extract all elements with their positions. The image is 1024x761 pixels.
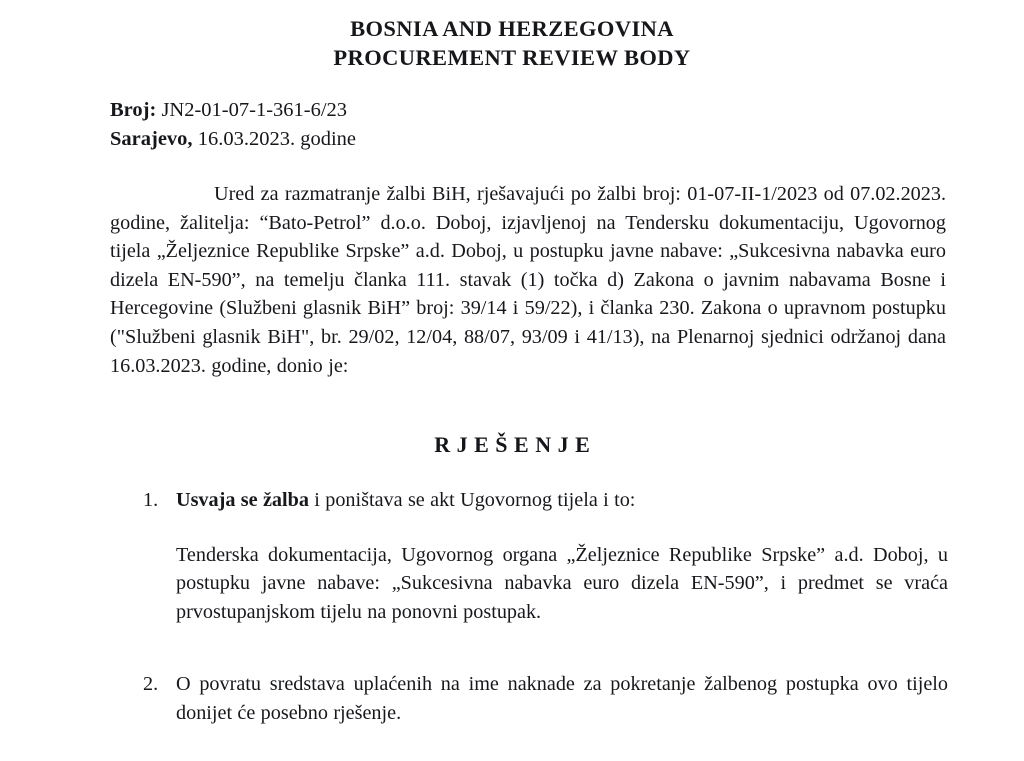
item-1-bold-lead: Usvaja se žalba (176, 489, 309, 511)
decision-heading: RJEŠENJE (434, 432, 597, 457)
items-spacer (110, 626, 948, 670)
item-1-sub-paragraph: Tenderska dokumentacija, Ugovornog organa „Željeznice Republike Srpske” a.d. Doboj, u postupku javne nabave: „Sukcesivna nabavka euro dizela EN-590”, i predmet se vraća prvostupanjskom tijelu na ponovni postupak. (176, 543, 948, 623)
header-institution-line: PROCUREMENT REVIEW BODY (333, 45, 691, 71)
reference-place-date-line (110, 125, 356, 154)
reference-number-value: JN2-01-07-1-361-6/23 (161, 99, 348, 121)
reference-place-label: Sarajevo, (110, 128, 193, 151)
reference-date-value: 16.03.2023. godine (197, 128, 356, 151)
item-text-2: O povratu sredstava uplaćenih na ime naknade za pokretanje žalbenog postupka ovo tijelo donijet će posebno rješenje. (176, 673, 948, 724)
header-country-line: BOSNIA AND HERZEGOVINA (350, 16, 674, 41)
document-header (0, 14, 1024, 73)
reference-number-line (110, 96, 356, 125)
reference-number-label: Broj: (110, 99, 157, 121)
decision-item-1 (110, 486, 948, 626)
decision-items-list (110, 486, 948, 728)
reference-block (110, 96, 356, 154)
preamble-paragraph: Ured za razmatranje žalbi BiH, rješavajući po žalbi broj: 01-07-II-1/2023 od 07.02.2023. godine, žalitelja: “Bato-Petrol” d.o.o. Doboj, izjavljenoj na Tendersku dokumentaciju, Ugovornog tijela „Željeznice Republike Srpske” a.d. Doboj, u postupku javne nabave: „Sukcesivna nabavka euro dizela EN-590”, na temelju članka 111. stavak (1) točka d) Zakona o javnim nabavama Bosne i Hercegovine (Službeni glasnik BiH” broj: 39/14 i 59/22), i članka 230. Zakona o upravnom postupku ("Službeni glasnik BiH", br. 29/02, 12/04, 88/07, 93/09 i 41/13), na Plenarnoj sjednici održanoj dana 16.03.2023. godine, donio je: (110, 183, 946, 377)
decision-item-2 (110, 670, 948, 727)
item-text-1 (176, 486, 948, 515)
item-1-rest: i poništava se akt Ugovornog tijela i to: (308, 489, 636, 511)
item-number-1: 1. (143, 489, 159, 511)
item-number-2: 2. (143, 673, 159, 696)
